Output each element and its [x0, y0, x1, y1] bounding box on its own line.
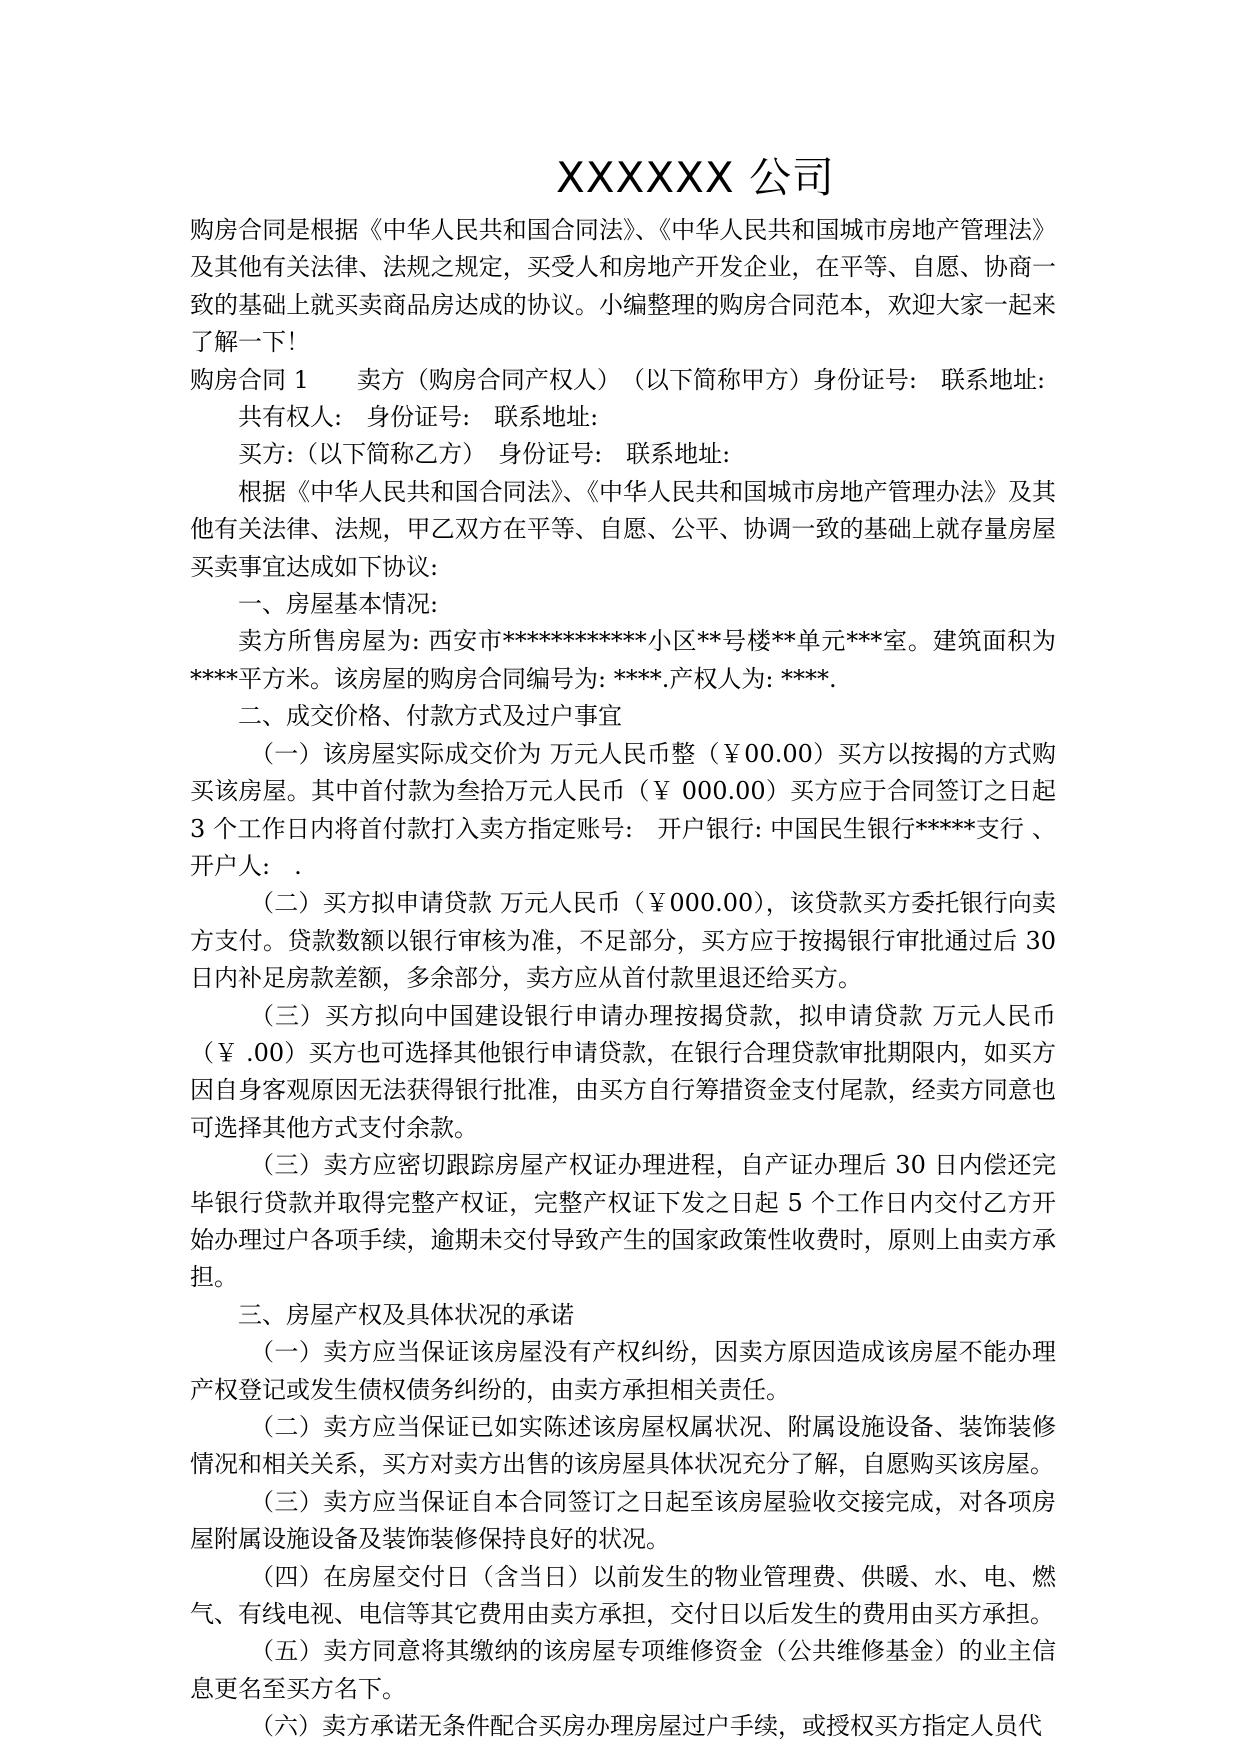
section-heading: 一、房屋基本情况:: [238, 590, 439, 619]
clause-paragraph: （四）在房屋交付日（含当日）以前发生的物业管理费、供暖、水、电、燃气、有线电视、电信等其它费用由卖方承担，交付日以后发生的费用由买方承担。: [190, 1562, 1056, 1629]
clause-paragraph: （三）卖方应密切跟踪房屋产权证办理进程，自产证办理后 30 日内偿还完毕银行贷款并取得完整产权证，完整产权证下发之日起 5 个工作日内交付乙方开始办理过户各项手续，逾期未交付导致产生的国家政策性收费时，原则上由卖方承担。: [190, 1151, 1056, 1292]
intro-paragraph: 购房合同是根据《中华人民共和国合同法》、《中华人民共和国城市房地产管理法》及其他有关法律、法规之规定，买受人和房地产开发企业，在平等、自愿、协商一致的基础上就买卖商品房达成的协议。小编整理的购房合同范本，欢迎大家一起来了解一下！: [190, 216, 1056, 357]
clause-paragraph: （二）卖方应当保证已如实陈述该房屋权属状况、附属设施设备、装饰装修情况和相关关系，买方对卖方出售的该房屋具体状况充分了解，自愿购买该房屋。: [190, 1413, 1056, 1479]
clause-paragraph: （一）该房屋实际成交价为 万元人民币整（￥00.00）买方以按揭的方式购买该房屋。其中首付款为叁拾万元人民币（￥ 000.00）买方应于合同签订之日起 3 个工作日内将首付款打入卖方指定账号: 开户银行: 中国民生银行*****支行 、开户人: .: [190, 739, 1056, 880]
clause-paragraph: （六）卖方承诺无条件配合买房办理房屋过户手续，或授权买方指定人员代: [250, 1712, 1042, 1741]
section-heading: 二、成交价格、付款方式及过户事宜: [238, 702, 622, 731]
section-heading: 三、房屋产权及具体状况的承诺: [238, 1300, 574, 1329]
contract-header-paragraph: 购房合同 1 卖方（购房合同产权人） （以下简称甲方）身份证号: 联系地址:: [190, 365, 1046, 394]
co-owner-line: 共有权人: 身份证号: 联系地址:: [238, 403, 599, 432]
property-description-paragraph: 卖方所售房屋为: 西安市************小区**号楼**单元***室。建筑面积为****平方米。该房屋的购房合同编号为: ****.产权人为: ****.: [190, 627, 1056, 693]
clause-paragraph: （二）买方拟申请贷款 万元人民币（￥000.00），该贷款买方委托银行向卖方支付。贷款数额以银行审核为准，不足部分，买方应于按揭银行审批通过后 30 日内补足房款差额，多余部分，卖方应从首付款里退还给买方。: [190, 889, 1056, 993]
clause-paragraph: （三）买方拟向中国建设银行申请办理按揭贷款，拟申请贷款 万元人民币（￥ .00）买方也可选择其他银行申请贷款，在银行合理贷款审批期限内，如买方因自身客观原因无法获得银行批准，由买方自行筹措资金支付尾款，经卖方同意也可选择其他方式支付余款。: [190, 1001, 1056, 1142]
clause-paragraph: （五）卖方同意将其缴纳的该房屋专项维修资金（公共维修基金）的业主信息更名至买方名下。: [190, 1637, 1056, 1703]
document-body: [190, 212, 1056, 1746]
clause-paragraph: （一）卖方应当保证该房屋没有产权纠纷，因卖方原因造成该房屋不能办理产权登记或发生债权债务纠纷的，由卖方承担相关责任。: [190, 1338, 1056, 1404]
buyer-line: 买方:（以下简称乙方） 身份证号: 联系地址:: [238, 440, 731, 469]
clause-paragraph: （三）卖方应当保证自本合同签订之日起至该房屋验收交接完成，对各项房屋附属设施设备及装饰装修保持良好的状况。: [190, 1487, 1056, 1554]
legal-basis-paragraph: 根据《中华人民共和国合同法》、《中华人民共和国城市房地产管理办法》及其他有关法律、法规，甲乙双方在平等、自愿、公平、协调一致的基础上就存量房屋买卖事宜达成如下协议:: [190, 477, 1056, 581]
document-title: XXXXXX 公司: [556, 153, 835, 202]
